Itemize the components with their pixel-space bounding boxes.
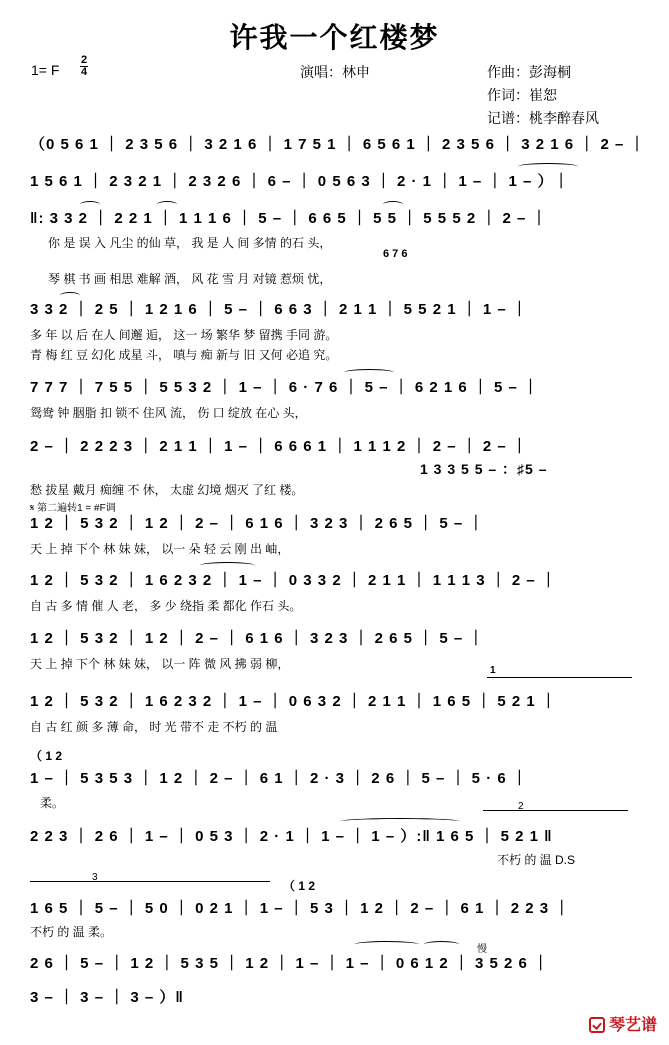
slur-arc	[200, 562, 255, 569]
time-signature-top: 2	[80, 54, 88, 66]
score-row-3: ‖: 3 3 2 ｜ 2 2 1 ｜ 1 1 1 6 ｜ 5 – ｜ 6 6 5 ｜ 5 5 ｜ 5 5 5 2 ｜ 2 – ｜	[30, 210, 548, 227]
score-row-15: 3 – ｜ 3 – ｜ 3 – ）‖	[30, 989, 184, 1006]
lyric-line-2: 琴 棋 书 画 相思 难解 酒， 风 花 雪 月 对镜 惹烦 忧，	[48, 272, 332, 286]
transcriber-credit: 记谱：桃李醉春风	[487, 110, 599, 126]
score-row-13: 1 6 5 ｜ 5 – ｜ 5 0 ｜ 0 2 1 ｜ 1 – ｜ 5 3 ｜ 1 2 ｜ 2 – ｜ 6 1 ｜ 2 2 3 ｜	[30, 900, 571, 917]
score-row-10: 1 2 ｜ 5 3 2 ｜ 1 6 2 3 2 ｜ 1 – ｜ 0 6 3 2 ｜ 2 1 1 ｜ 1 6 5 ｜ 5 2 1 ｜	[30, 693, 557, 710]
lyric-line-1: 你 是 误 入 凡尘 的仙 草， 我 是 人 间 多情 的石 头，	[48, 236, 332, 250]
lyric-line-4: 青 梅 红 豆 幻化 成星 斗， 嗔与 痴 新与 旧 又何 必追 究。	[30, 348, 338, 362]
slur-arc	[344, 369, 394, 376]
lyric-line-3: 多 年 以 后 在人 间邂 逅， 这一 场 繁华 梦 留携 手同 游。	[30, 328, 338, 342]
key-signature: 1= F	[31, 62, 60, 78]
bracket-12-a: （ 1 2	[30, 749, 63, 763]
tempo-slow-mark: 慢	[477, 944, 487, 955]
bracket-12-b: （ 1 2	[283, 879, 316, 893]
lyric-line-11: 柔。	[40, 796, 65, 810]
score-row-9: 1 2 ｜ 5 3 2 ｜ 1 2 ｜ 2 – ｜ 6 1 6 ｜ 3 2 3 ｜ 2 6 5 ｜ 5 – ｜	[30, 630, 485, 647]
lyric-line-8: 自 古 多 情 催 人 老， 多 少 绕指 柔 都化 作石 头。	[30, 599, 302, 613]
volta-1-number: 1	[490, 665, 496, 676]
song-title: 许我一个红楼梦	[229, 22, 440, 53]
score-row-12: 2 2 3 ｜ 2 6 ｜ 1 – ｜ 0 5 3 ｜ 2 · 1 ｜ 1 – ｜ 1 – ）:‖ 1 6 5 ｜ 5 2 1 ‖	[30, 828, 553, 845]
lyric-line-13: 不朽 的 温 柔。	[30, 925, 113, 939]
ornament-notes: 6 7 6	[383, 248, 408, 260]
triplet-bracket	[30, 881, 270, 882]
logo-text: 琴艺谱	[608, 1017, 657, 1034]
time-signature-bottom: 4	[80, 66, 88, 78]
lyric-line-7: 天 上 掉 下个 林 妹 妹， 以一 朵 轻 云 刚 出 岫，	[30, 542, 290, 556]
site-logo	[589, 1012, 657, 1035]
lyric-line-6: 愁 拔星 戴月 痴缠 不 休， 太虚 幻境 烟灭 了红 楼。	[30, 483, 304, 497]
logo-icon	[589, 1017, 605, 1033]
score-row-11: 1 – ｜ 5 3 5 3 ｜ 1 2 ｜ 2 – ｜ 6 1 ｜ 2 · 3 ｜ 2 6 ｜ 5 – ｜ 5 · 6 ｜	[30, 770, 528, 787]
volta-2-number: 2	[518, 801, 524, 812]
tie-arc	[354, 941, 419, 948]
lyric-line-12: 不朽 的 温 D.S	[497, 853, 576, 867]
tie-arc	[424, 941, 459, 948]
triplet-number: 3	[92, 872, 98, 883]
score-row-1: （0 5 6 1 ｜ 2 3 5 6 ｜ 3 2 1 6 ｜ 1 7 5 1 ｜ 6 5 6 1 ｜ 2 3 5 6 ｜ 3 2 1 6 ｜ 2 – ｜	[30, 136, 646, 153]
tie-arc	[340, 818, 460, 825]
score-row-2: 1 5 6 1 ｜ 2 3 2 1 ｜ 2 3 2 6 ｜ 6 – ｜ 0 5 6 3 ｜ 2 · 1 ｜ 1 – ｜ 1 – ）｜	[30, 173, 570, 190]
score-row-5: 7 7 7 ｜ 7 5 5 ｜ 5 5 3 2 ｜ 1 – ｜ 6 · 7 6 ｜ 5 – ｜ 6 2 1 6 ｜ 5 – ｜	[30, 379, 540, 396]
score-row-6: 2 – ｜ 2 2 2 3 ｜ 2 1 1 ｜ 1 – ｜ 6 6 6 1 ｜ 1 1 1 2 ｜ 2 – ｜ 2 – ｜	[30, 438, 528, 455]
lyric-line-5: 鸳鸯 钟 胭脂 扣 锁不 住风 流， 伤 口 绽放 在心 头，	[30, 406, 307, 420]
singer-credit: 演唱：林申	[300, 64, 370, 80]
tie-arc	[518, 163, 578, 170]
volta-1-bracket	[487, 677, 632, 678]
score-row-8: 1 2 ｜ 5 3 2 ｜ 1 6 2 3 2 ｜ 1 – ｜ 0 3 3 2 ｜ 2 1 1 ｜ 1 1 1 3 ｜ 2 – ｜	[30, 572, 557, 589]
composer-credit: 作曲：彭海桐	[487, 64, 571, 80]
score-row-14: 2 6 ｜ 5 – ｜ 1 2 ｜ 5 3 5 ｜ 1 2 ｜ 1 – ｜ 1 – ｜ 0 6 1 2 ｜ 3 5 2 6 ｜	[30, 955, 550, 972]
volta-2-bracket	[483, 810, 628, 811]
lyric-line-10: 自 古 红 颜 多 薄 命， 时 光 带不 走 不朽 的 温	[30, 720, 278, 734]
score-row-7: 1 2 ｜ 5 3 2 ｜ 1 2 ｜ 2 – ｜ 6 1 6 ｜ 3 2 3 ｜ 2 6 5 ｜ 5 – ｜	[30, 515, 485, 532]
score-row-4: 3 3 2 ｜ 2 5 ｜ 1 2 1 6 ｜ 5 – ｜ 6 6 3 ｜ 2 1 1 ｜ 5 5 2 1 ｜ 1 – ｜	[30, 301, 528, 318]
score-ending-notes: 1 3 3 5 5 – ：♯5 –	[420, 461, 548, 477]
time-signature	[80, 55, 88, 78]
lyric-line-9: 天 上 掉 下个 林 妹 妹， 以一 阵 微 风 拂 弱 柳，	[30, 657, 290, 671]
repeat-instruction: 𝄋 第二遍转1 = #F调	[30, 503, 116, 514]
lyricist-credit: 作词：崔恕	[487, 87, 557, 103]
